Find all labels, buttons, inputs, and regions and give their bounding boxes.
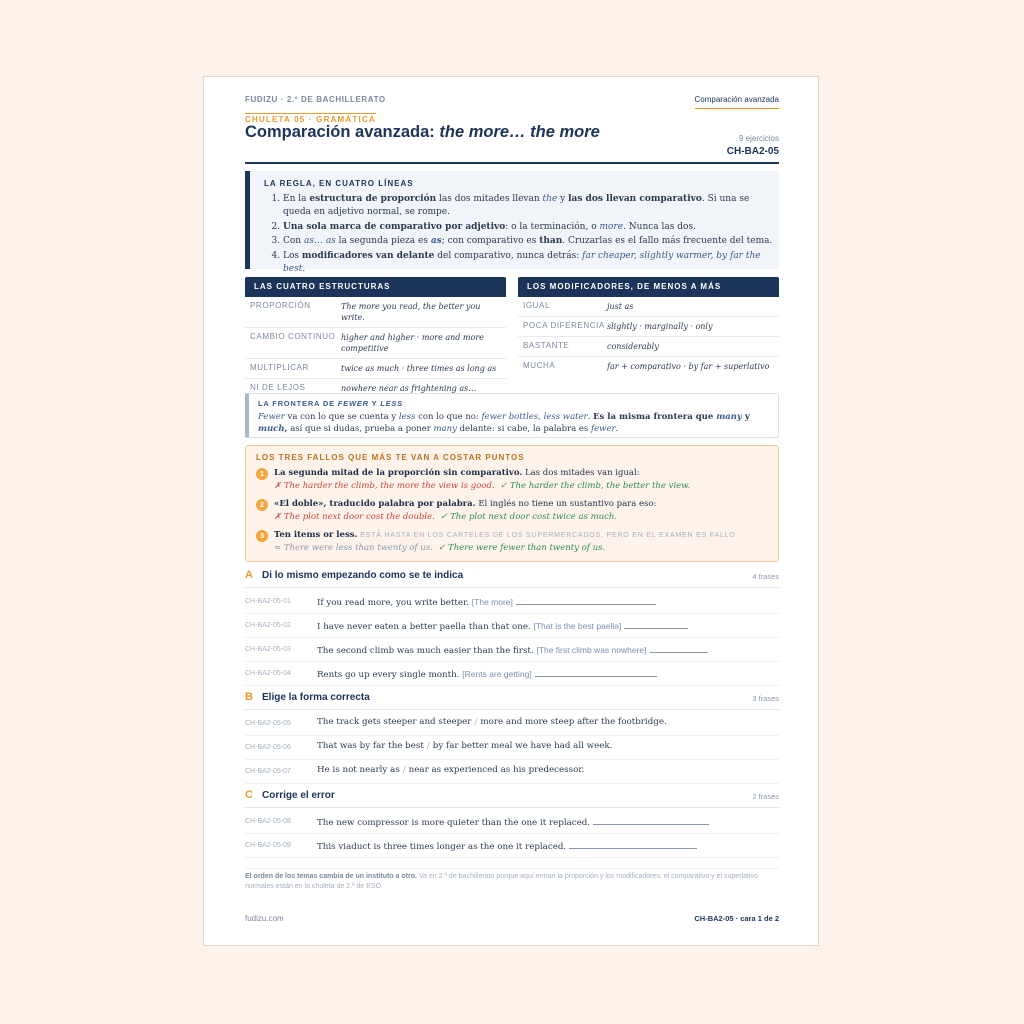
answer-blank[interactable]	[650, 643, 708, 653]
section-c-header: C Corrige el error 2 frases	[245, 789, 779, 808]
exercise-row: CH-BA2-05-03 The second climb was much easier than the first. [The first climb was nowhere]	[245, 637, 779, 662]
answer-blank[interactable]	[516, 595, 656, 605]
exercise-count: 9 ejercicios	[738, 134, 779, 143]
footer-site: fudizu.com	[245, 914, 284, 923]
worksheet-page	[203, 76, 819, 946]
brand-line: FUDIZU · 2.º DE BACHILLERATO	[245, 95, 386, 104]
option-b[interactable]: by far better meal we have had all week.	[432, 741, 613, 751]
section-a-header: A Di lo mismo empezando como se te indica 4 frases	[245, 569, 779, 588]
rule-item: 3. Con as… as la segunda pieza es as; con comparativo es than. Cruzarlas es el fallo más frecuente del tema.	[283, 235, 778, 248]
rule-heading: LA REGLA, EN CUATRO LÍNEAS	[264, 179, 414, 188]
right-example: ✓ There were fewer than twenty of us.	[438, 543, 606, 553]
footnote: El orden de los temas cambia de un instituto a otro. Va en 2.º de bachillerato porque aquí entran la proporción y los modificadores; el comparativo y el superlativo normales están en la chuleta de 2.º de ESO.	[245, 868, 779, 892]
exercise-row: CH-BA2-05-07 He is not nearly as / near as experienced as his predecessor.	[245, 759, 779, 784]
option-a[interactable]: That was by far the best	[317, 741, 424, 751]
exercise-row: CH-BA2-05-08 The new compressor is more quieter than the one it replaced.	[245, 809, 779, 834]
rule-list	[253, 193, 778, 277]
structures-heading: LAS CUATRO ESTRUCTURAS	[245, 277, 506, 297]
header-divider	[245, 162, 779, 164]
right-example: ✓ The harder the climb, the better the view.	[500, 481, 691, 491]
fewer-less-text: Fewer va con lo que se cuenta y less con lo que no: fewer bottles, less water. Es la misma frontera que many y much, así que si dudas, prueba a poner many delante: si cabe, la palabra es fewer.	[258, 412, 750, 434]
table-row: MULTIPLICAR twice as much · three times as long as	[245, 359, 506, 379]
table-row: POCA DIFERENCIA slightly · marginally · only	[518, 317, 779, 337]
exercise-row: CH-BA2-05-01 If you read more, you write better. [The more]	[245, 589, 779, 614]
rule-box	[245, 171, 779, 274]
section-b-header: B Elige la forma correcta 3 frases	[245, 691, 779, 710]
topic-label: Comparación avanzada	[695, 95, 780, 109]
table-row: CAMBIO CONTINUO higher and higher · more and more competitive	[245, 328, 506, 359]
structures-table	[245, 277, 506, 398]
sheet-code: CH-BA2-05	[726, 146, 779, 157]
answer-blank[interactable]	[593, 815, 709, 825]
rule-item: 4. Los modificadores van delante del comparativo, nunca detrás: far cheaper, slightly warmer, by far the best.	[283, 250, 778, 276]
answer-blank[interactable]	[624, 619, 688, 629]
doubtful-example: ≈ There were less than twenty of us.	[274, 543, 433, 553]
exercise-row: CH-BA2-05-09 This viaduct is three times longer as the one it replaced.	[245, 833, 779, 858]
fewer-less-box	[245, 393, 779, 438]
wrong-example: ✗ The harder the climb, the more the view is good.	[274, 481, 495, 491]
mistake-number: 1	[256, 468, 268, 480]
table-row: PROPORCIÓN The more you read, the better you write.	[245, 297, 506, 328]
page-title: Comparación avanzada: the more… the more	[245, 123, 600, 141]
mistake-number: 2	[256, 499, 268, 511]
kicker: CHULETA 05 · GRAMÁTICA	[245, 115, 376, 124]
common-mistakes-heading: LOS TRES FALLOS QUE MÁS TE VAN A COSTAR PUNTOS	[256, 453, 525, 462]
fewer-less-heading: LA FRONTERA DE FEWER Y LESS	[258, 399, 403, 408]
answer-blank[interactable]	[535, 667, 657, 677]
rule-item: 2. Una sola marca de comparativo por adjetivo: o la terminación, o more. Nunca las dos.	[283, 221, 778, 234]
exercise-row: CH-BA2-05-04 Rents go up every single month. [Rents are getting]	[245, 661, 779, 686]
table-row: NI DE LEJOS nowhere near as frightening as…	[250, 383, 477, 393]
option-b[interactable]: near as experienced as his predecessor.	[408, 765, 585, 775]
common-mistakes-box: LOS TRES FALLOS QUE MÁS TE VAN A COSTAR PUNTOS 1 La segunda mitad de la proporción sin comparativo. Las dos mitades van igual: ✗ The harder the climb, the more the view is good. ✓ The harder the climb, the better the view. 2 «El doble», traducido palabra por palabra. El inglés no tiene un sustantivo para eso: ✗ The plot next door cost the double. ✓ The plot next door cost twice as much. 3 Ten items or less. ESTÁ HASTA EN LOS CARTELES DE LOS SUPERMERCADOS, PERO EN EL EXAMEN ES FALLO ≈ There were less than twenty of us. ✓ There were fewer than twenty of us.	[245, 445, 779, 562]
table-row: BASTANTE considerably	[518, 337, 779, 357]
wrong-example: ✗ The plot next door cost the double.	[274, 512, 435, 522]
modifiers-table	[518, 277, 779, 376]
rule-item: 1. En la estructura de proporción las dos mitades llevan the y las dos llevan comparativo. Si una se queda en adjetivo normal, se rompe.	[283, 193, 778, 219]
footer-page: CH-BA2-05 · cara 1 de 2	[694, 914, 779, 923]
option-b[interactable]: more and more steep after the footbridge.	[480, 717, 667, 727]
answer-blank[interactable]	[569, 839, 697, 849]
exercise-row: CH-BA2-05-02 I have never eaten a better paella than that one. [That is the best paella]	[245, 613, 779, 638]
table-row: IGUAL just as	[518, 297, 779, 317]
exercise-row: CH-BA2-05-06 That was by far the best / by far better meal we have had all week.	[245, 735, 779, 760]
exercise-row: CH-BA2-05-05 The track gets steeper and steeper / more and more steep after the footbridge.	[245, 711, 779, 736]
option-a[interactable]: The track gets steeper and steeper	[317, 717, 472, 727]
right-example: ✓ The plot next door cost twice as much.	[440, 512, 618, 522]
table-row: MUCHA far + comparativo · by far + superlativo	[523, 361, 770, 371]
modifiers-heading: LOS MODIFICADORES, DE MENOS A MÁS	[518, 277, 779, 297]
mistake-number: 3	[256, 530, 268, 542]
option-a[interactable]: He is not nearly as	[317, 765, 400, 775]
